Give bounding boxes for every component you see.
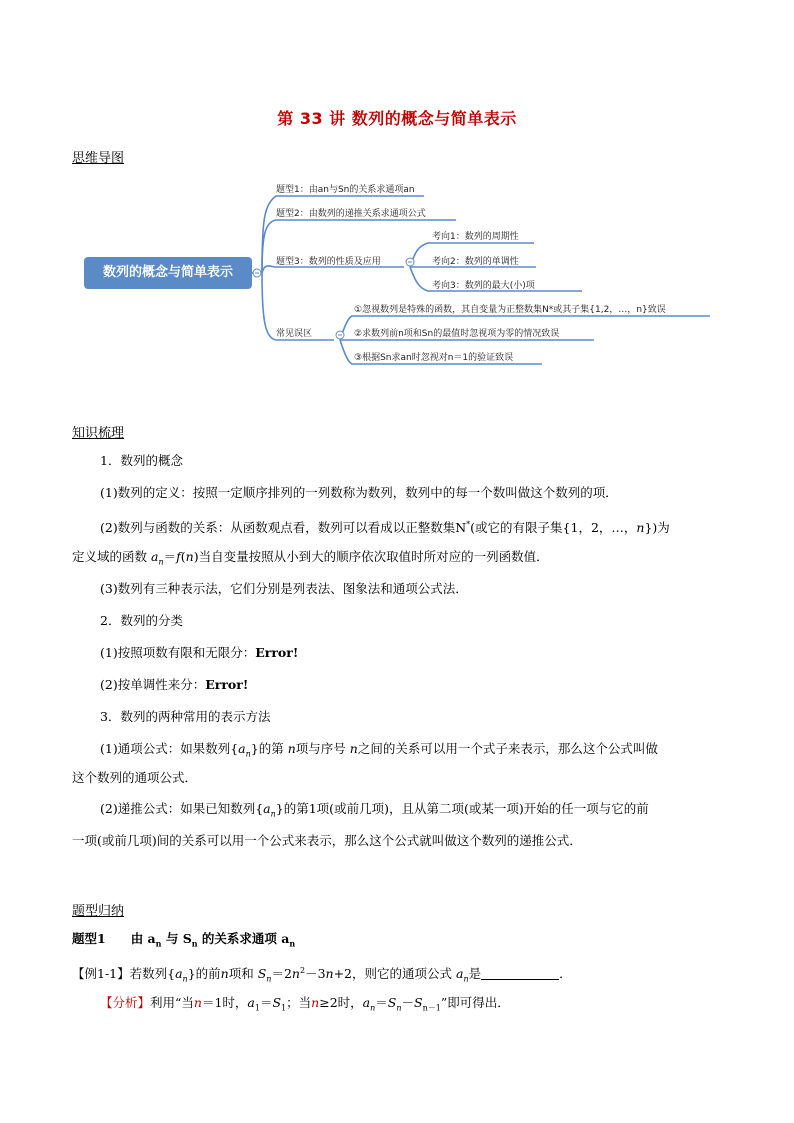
mindmap-branch-1: 题型1：由an与Sn的关系求通项an [276,185,415,195]
mindmap-branch-4: 常见误区 [276,329,313,339]
k3-2-cont: 一项(或前几项)间的关系可以用一个公式来表示，那么这个公式就叫做这个数列的递推公式． [72,833,582,848]
k1-3-text: (3)数列有三种表示法，它们分别是列表法、图象法和通项公式法． [100,581,468,596]
k3-2-text: (2)递推公式：如果已知数列$\{a_n\}$的第1项(或前几项)，且从第二项(或某一项)开始的任一项与它的前 [100,801,649,819]
k1-heading: 1．数列的概念 [100,453,183,468]
k1-2-text: (2)数列与函数的关系：从函数观点看，数列可以看成以正整数集N*(或它的有限子集{1，2，…，n})为 [100,520,670,536]
mindmap-root: 数列的概念与简单表示 [84,257,252,289]
mindmap-leaf: ①忽视数列是特殊的函数，其自变量为正整数集N*或其子集{1,2，…，n}致误 [354,305,666,315]
mindmap-leaf: 考向3：数列的最大(小)项 [432,281,535,291]
mindmap-branch-3: 题型3：数列的性质及应用 [276,257,381,267]
section-types-heading: 题型归纳 [72,904,125,919]
k3-1-cont: 这个数列的通项公式． [72,770,198,785]
analysis: 【分析】利用“当n＝1时，$a_1=S_1$；当n≥2时，$a_n=S_n-S_{n-1}$”即可得出． [100,995,510,1013]
mindmap-leaf: ③根据Sn求an时忽视对n＝1的验证致误 [354,353,514,363]
type1-heading: 题型1 由 $a_n$ 与 $S_n$ 的关系求通项 $a_n$ [72,931,296,949]
k1-2-cont: 定义域的函数 $a_n=f(n)$当自变量按照从小到大的顺序依次取值时所对应的一列函数值． [72,549,549,567]
answer-blank [481,967,559,980]
mindmap-leaf: 考向1：数列的周期性 [432,232,519,242]
k2-1-text: (1)按照项数有限和无限分：Error! [100,645,299,660]
example-1-1: 【例1-1】若数列$\{a_n\}$的前n项和 $S_n=2n^2-3n+2$，则它的通项公式 $a_n$是 ． [72,966,572,984]
k2-2-text: (2)按单调性来分：Error! [100,677,249,692]
k1-1-text: (1)数列的定义：按照一定顺序排列的一列数称为数列，数列中的每一个数叫做这个数列的项． [100,485,618,500]
section-mindmap-heading: 思维导图 [72,151,125,166]
mindmap-leaf: ②求数列前n项和Sn的最值时忽视项为零的情况致误 [354,329,560,339]
section-knowledge-heading: 知识梳理 [72,426,125,441]
mindmap-leaf: 考向2：数列的单调性 [432,257,519,267]
k3-heading: 3．数列的两种常用的表示方法 [100,709,271,724]
k3-1-text: (1)通项公式：如果数列$\{a_n\}$的第 n项与序号 n之间的关系可以用一个式子来表示，那么这个公式叫做 [100,741,658,759]
k2-heading: 2．数列的分类 [100,613,183,628]
mindmap-branch-2: 题型2：由数列的递推关系求通项公式 [276,209,426,219]
mindmap [0,0,794,380]
page-title: 第 33 讲 数列的概念与简单表示 [277,109,517,128]
